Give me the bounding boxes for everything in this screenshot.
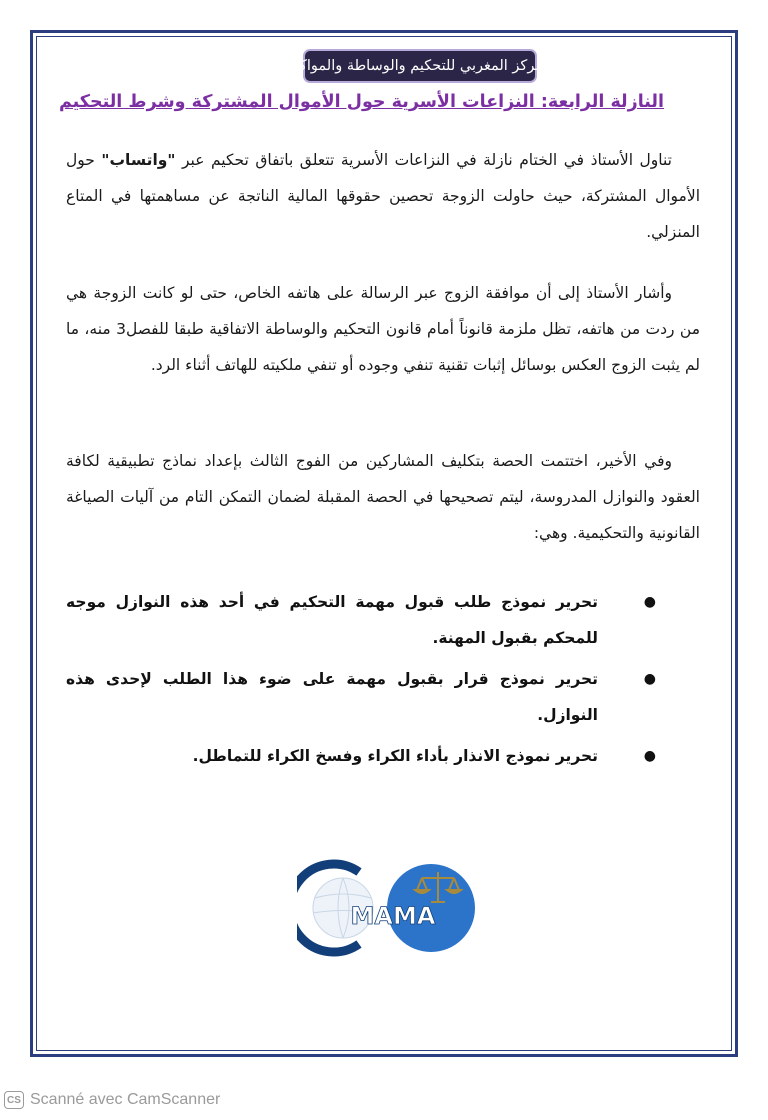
task-text: تحرير نموذج قرار بقبول مهمة على ضوء هذا الطلب لإحدى هذه النوازل. [66, 670, 598, 724]
organization-logo [297, 858, 479, 958]
camscanner-icon: CS [4, 1091, 24, 1109]
bullet-icon: ● [643, 671, 656, 687]
task-list-item [66, 661, 664, 733]
task-list [66, 584, 664, 779]
organization-badge [287, 49, 553, 83]
paragraph-1-text-end: حول الأموال المشتركة، حيث حاولت الزوجة تحصين حقوقها المالية الناتجة عن مساهمتها في المتاع المنزلي. [66, 151, 700, 241]
paragraph-3: وفي الأخير، اختتمت الحصة بتكليف المشاركين من الفوج الثالث بإعداد نماذج تطبيقية لكافة العقود والنوازل المدروسة، ليتم تصحيحها في الحصة المقبلة لضمان التمكن التام من آليات الصياغة القانونية والتحكيمية. وهي: [66, 452, 700, 542]
task-list-item [66, 738, 664, 774]
paragraph-1 [66, 142, 700, 250]
paragraph-2: وأشار الأستاذ إلى أن موافقة الزوج عبر الرسالة على هاتفه الخاص، حتى لو كانت الزوجة هي من ردت من هاتفه، تظل ملزمة قانوناً أمام قانون التحكيم والوساطة الاتفاقية طبقا للفصل3 منه، ما لم يثبت الزوج العكس بوسائل إثبات تقنية تنفي وجوده أو تنفي ملكيته للهاتف أثناء الرد. [66, 284, 701, 374]
camscanner-watermark [4, 1089, 220, 1111]
bullet-icon: ● [643, 748, 656, 764]
task-text: تحرير نموذج الانذار بأداء الكراء وفسخ الكراء للتماطل. [192, 747, 598, 765]
task-text: تحرير نموذج طلب قبول مهمة التحكيم في أحد هذه النوازل موجه للمحكم بقبول المهنة. [66, 593, 598, 647]
section-title: النازلة الرابعة: النزاعات الأسرية حول الأموال المشتركة وشرط التحكيم [58, 92, 664, 112]
bullet-icon: ● [643, 594, 656, 610]
camscanner-text: Scanné avec CamScanner [30, 1091, 221, 1108]
paragraph-1-text-start: تناول الأستاذ في الختام نازلة في النزاعات الأسرية تتعلق باتفاق تحكيم عبر [175, 151, 672, 169]
task-list-item [66, 584, 664, 656]
organization-name: المركز المغربي للتحكيم والوساطة والمواكبة [287, 58, 553, 74]
paragraph-1-bold-term: "واتساب" [101, 151, 176, 169]
logo-wordmark: MAMA [350, 902, 436, 930]
